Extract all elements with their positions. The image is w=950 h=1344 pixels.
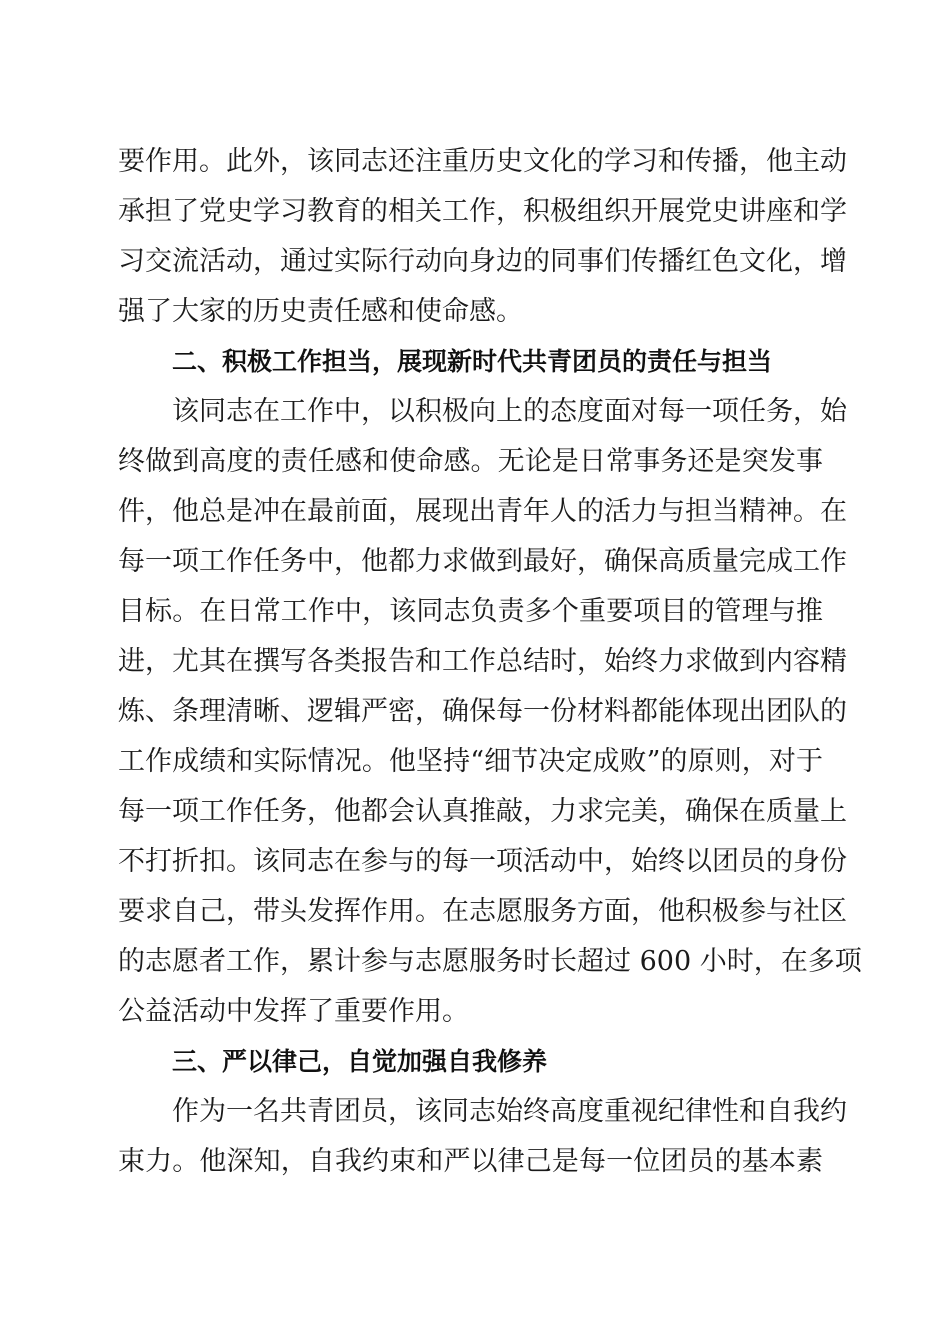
section-heading-3: 三、严以律己，自觉加强自我修养 (172, 1047, 548, 1076)
paragraph-line: 强了大家的历史责任感和使命感。 (118, 296, 523, 327)
paragraph-line: 束力。他深知，自我约束和严以律己是每一位团员的基本素 (118, 1146, 823, 1177)
section-heading-2: 二、积极工作担当，展现新时代共青团员的责任与担当 (172, 347, 773, 376)
paragraph-line: 炼、条理清晰、逻辑严密，确保每一份材料都能体现出团队的 (118, 696, 847, 727)
paragraph-line: 件，他总是冲在最前面，展现出青年人的活力与担当精神。在 (118, 496, 847, 527)
paragraph-line: 目标。在日常工作中，该同志负责多个重要项目的管理与推 (118, 596, 823, 627)
paragraph-line: 要求自己，带头发挥作用。在志愿服务方面，他积极参与社区 (118, 896, 847, 927)
paragraph-line: 不打折扣。该同志在参与的每一项活动中，始终以团员的身份 (118, 846, 847, 877)
paragraph-line: 习交流活动，通过实际行动向身边的同事们传播红色文化，增 (118, 246, 847, 277)
paragraph-line: 进，尤其在撰写各类报告和工作总结时，始终力求做到内容精 (118, 646, 847, 677)
paragraph-line: 作为一名共青团员，该同志始终高度重视纪律性和自我约 (172, 1096, 847, 1127)
paragraph-line: 要作用。此外，该同志还注重历史文化的学习和传播，他主动 (118, 146, 847, 177)
paragraph-line: 公益活动中发挥了重要作用。 (118, 996, 469, 1027)
paragraph-line: 每一项工作任务中，他都力求做到最好，确保高质量完成工作 (118, 546, 847, 577)
paragraph-line: 承担了党史学习教育的相关工作，积极组织开展党史讲座和学 (118, 196, 847, 227)
paragraph-line: 终做到高度的责任感和使命感。无论是日常事务还是突发事 (118, 446, 823, 477)
paragraph-line: 工作成绩和实际情况。他坚持“细节决定成败”的原则，对于 (118, 746, 823, 777)
paragraph-line: 该同志在工作中，以积极向上的态度面对每一项任务，始 (172, 396, 847, 427)
paragraph-line: 每一项工作任务，他都会认真推敲，力求完美，确保在质量上 (118, 796, 847, 827)
paragraph-line: 的志愿者工作，累计参与志愿服务时长超过 600 小时，在多项 (118, 946, 862, 977)
